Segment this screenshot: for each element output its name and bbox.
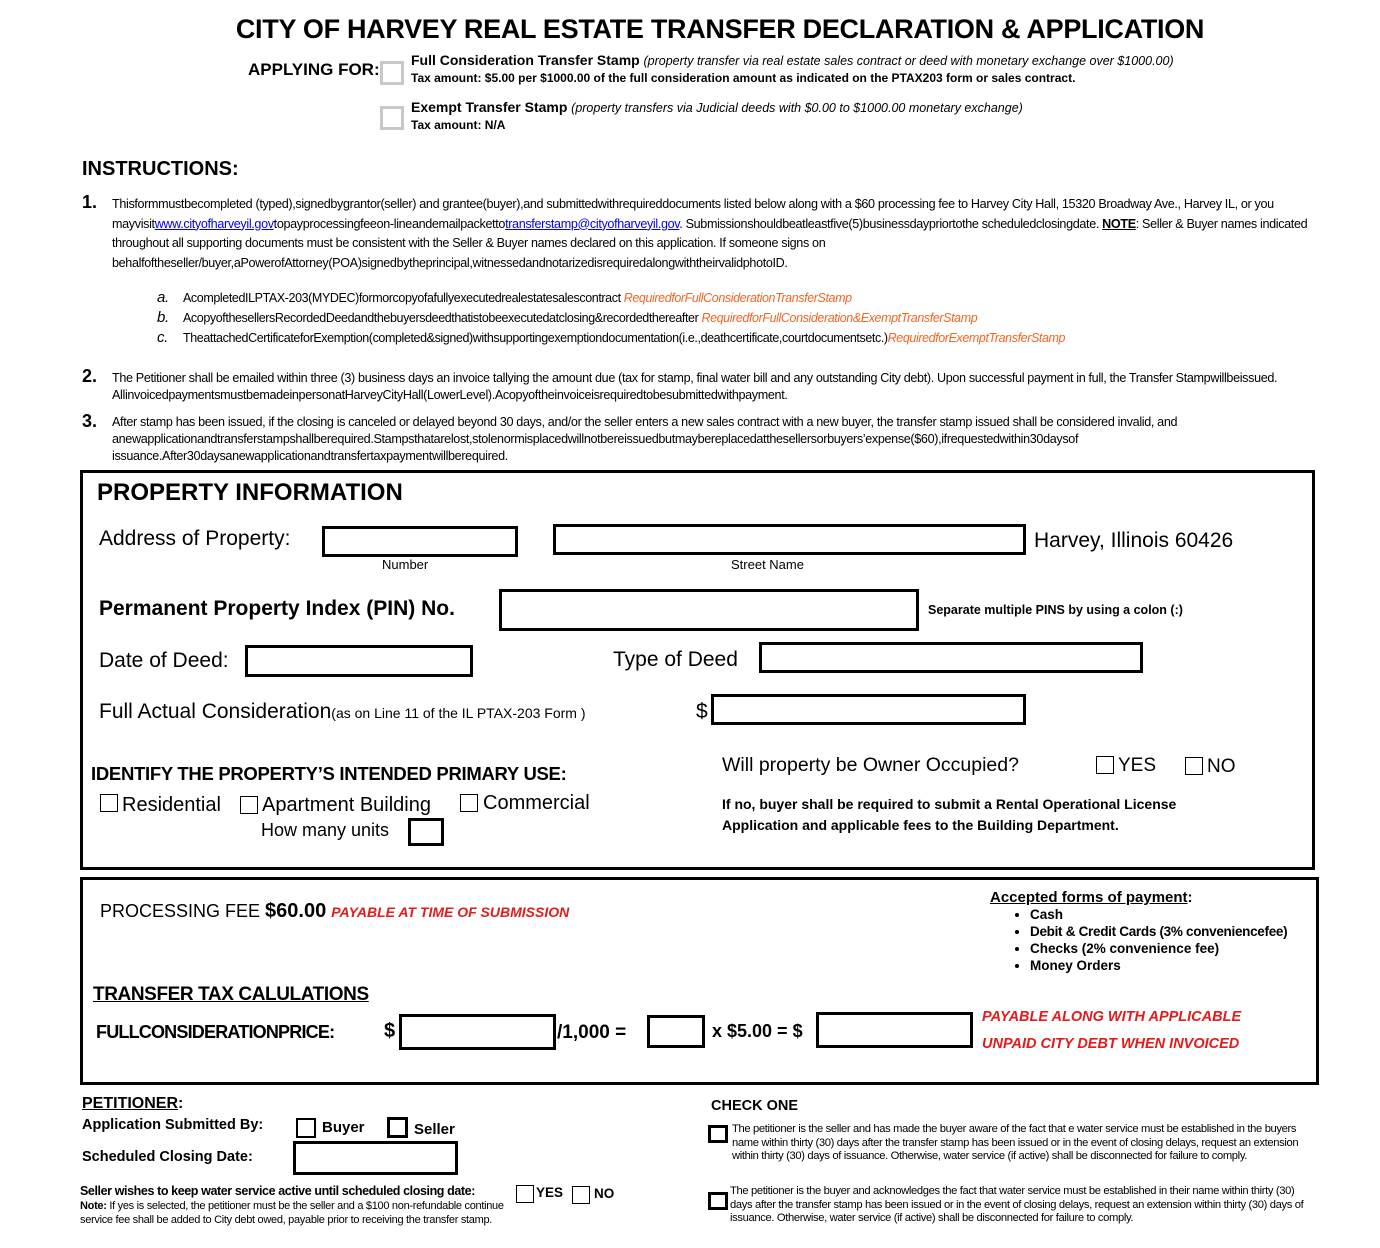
- units-input[interactable]: [408, 818, 444, 846]
- payment-heading: Accepted forms of payment: [990, 889, 1188, 906]
- instructions-heading: INSTRUCTIONS:: [82, 158, 239, 180]
- item-letter: a.: [157, 289, 169, 306]
- address-number-input[interactable]: [322, 526, 518, 557]
- invoice-note: [982, 1004, 1241, 1058]
- type-of-deed-label: Type of Deed: [613, 648, 738, 671]
- payment-method: • Money Orders: [1030, 957, 1287, 974]
- closing-date-input[interactable]: [293, 1141, 458, 1175]
- list-item: [157, 328, 1307, 348]
- requirement-note: RequiredforExemptTransferStamp: [887, 331, 1066, 345]
- processing-fee-label: PROCESSING FEE: [100, 901, 266, 921]
- payment-method: • Cash: [1030, 906, 1287, 923]
- item-letter: b.: [157, 309, 169, 326]
- closing-date-label: Scheduled Closing Date:: [82, 1149, 253, 1165]
- requirement-note: RequiredforFullConsiderationTransferStamp: [623, 291, 852, 305]
- instruction-text: Thisformmustbecompleted (typed),signedbygrantor(seller) and grantee(buyer),and submittedwithrequireddocuments listed below along with a $60 processing fee to Harvey City Hall, 15320 Broadway Ave., Harvey IL, or you mayvisit: [112, 197, 1274, 231]
- list-item: [157, 288, 1307, 308]
- item-text: AcopyofthesellersRecordedDeedandthebuyersdeedthatistobeexecutedatclosing&recordedthereafter: [183, 311, 702, 325]
- note-label: Note:: [80, 1200, 107, 1212]
- seller-checkbox[interactable]: [387, 1117, 408, 1138]
- note-label: NOTE: [1102, 216, 1136, 231]
- instruction-text: : Seller & Buyer names indicated throughout all supporting documents must be consistent with the Seller & Buyer names declared on this application. If someone signs on behalfoftheseller/buyer,aPowerofAttorney(POA)signedbytheprincipal,witnessedandnotarizedisrequiredalongwiththeirvalidphotoID.: [112, 216, 1308, 270]
- owner-no-label: NO: [1207, 756, 1236, 777]
- consideration-text: Full Actual Consideration: [99, 700, 332, 723]
- buyer-acknowledgement-text: The petitioner is the buyer and acknowledges the fact that water service must be established in their name within thirty (30) days after the transfer stamp has been issued or in the event of closing delays, request an extension within thirty (30) days of issuance. Otherwise, water service (if active) shall be disconnected for failure to comply.: [730, 1185, 1304, 1224]
- date-of-deed-label: Date of Deed:: [99, 649, 229, 672]
- payment-colon: :: [1187, 889, 1193, 906]
- water-no-label: NO: [594, 1186, 615, 1201]
- instruction-text: . Submissionshouldbeatleastfive(5)businessdaypriortothe scheduledclosingdate.: [679, 216, 1103, 231]
- processing-fee: [100, 900, 569, 923]
- city-state-zip: Harvey, Illinois 60426: [1034, 529, 1234, 552]
- processing-fee-amount: $60.00: [265, 900, 327, 922]
- residential-label: Residential: [122, 794, 221, 816]
- owner-yes-label: YES: [1118, 755, 1157, 776]
- dollar-sign: $: [384, 1020, 396, 1042]
- item-number: 1.: [82, 192, 98, 212]
- consideration-label: [99, 700, 586, 724]
- item-text: AcompletedILPTAX-203(MYDEC)formorcopyofafullyexecutedrealestatesalescontract: [183, 291, 624, 305]
- payment-method: • Checks (2% convenience fee): [1030, 940, 1287, 957]
- list-item: [157, 308, 1307, 328]
- instruction-1: [112, 195, 1312, 273]
- street-caption: Street Name: [731, 557, 804, 572]
- website-link[interactable]: www.cityofharveyil.gov: [154, 216, 274, 231]
- exempt-option: [411, 99, 1211, 134]
- buyer-label: Buyer: [322, 1119, 365, 1136]
- email-link[interactable]: transferstamp@cityofharveyil.gov: [505, 216, 680, 231]
- pin-note: Separate multiple PINS by using a colon (:): [928, 603, 1183, 617]
- note-line: PAYABLE ALONG WITH APPLICABLE: [982, 1009, 1242, 1025]
- owner-yes-checkbox[interactable]: [1096, 756, 1114, 774]
- submitted-by-label: Application Submitted By:: [82, 1117, 264, 1133]
- number-caption: Number: [382, 557, 429, 572]
- units-label: How many units: [261, 820, 390, 840]
- seller-acknowledgement-checkbox[interactable]: [708, 1125, 728, 1143]
- option-tax: Tax amount: N/A: [411, 118, 506, 132]
- full-consideration-checkbox[interactable]: [380, 61, 404, 85]
- full-consideration-option: [411, 52, 1211, 87]
- transfer-tax-heading: TRANSFER TAX CALULATIONS: [93, 984, 369, 1005]
- exempt-checkbox[interactable]: [380, 106, 404, 130]
- payment-method: • Debit & Credit Cards (3% conveniencefee): [1030, 923, 1287, 940]
- owner-no-checkbox[interactable]: [1185, 757, 1203, 775]
- petitioner-title: PETITIONER: [82, 1095, 179, 1112]
- note-line: If no, buyer shall be required to submit a Rental Operational License: [722, 796, 1177, 812]
- item-text: TheattachedCertificateforExemption(completed&signed)withsupportingexemptiondocumentation(i.e.,deathcertificate,courtdocumentsetc.): [183, 331, 888, 345]
- seller-acknowledgement-text: The petitioner is the seller and has made the buyer aware of the fact that e water service must be established in the buyers name within thirty (30) days after the transfer stamp has been issued or in the event of closing delays, request an extension within thirty (30) days of issuance. Otherwise, water service (if active) shall be disconnected for failure to comply.: [732, 1123, 1299, 1162]
- consideration-note: (as on Line 11 of the IL PTAX-203 Form ): [331, 705, 586, 721]
- water-no-checkbox[interactable]: [572, 1186, 590, 1204]
- processing-fee-note: PAYABLE AT TIME OF SUBMISSION: [331, 904, 570, 920]
- applying-for-label: APPLYING FOR:: [248, 60, 380, 79]
- commercial-checkbox[interactable]: [460, 794, 478, 812]
- thousands-input[interactable]: [647, 1015, 705, 1048]
- option-desc: (property transfers via Judicial deeds with $0.00 to $1000.00 monetary exchange): [571, 101, 1023, 115]
- apartment-checkbox[interactable]: [240, 796, 258, 814]
- petitioner-colon: :: [178, 1095, 184, 1112]
- rental-license-note: [722, 794, 1176, 836]
- buyer-checkbox[interactable]: [296, 1118, 316, 1138]
- residential-checkbox[interactable]: [100, 794, 118, 812]
- note-line: UNPAID CITY DEBT WHEN INVOICED: [982, 1036, 1240, 1052]
- water-yes-label: YES: [536, 1185, 564, 1200]
- commercial-label: Commercial: [483, 792, 590, 814]
- divide-label: /1,000 =: [557, 1022, 627, 1043]
- instruction-2: The Petitioner shall be emailed within three (3) business days an invoice tallying the amount due (tax for stamp, final water bill and any outstanding City debt). Upon successful payment in full, the Transfer Stampwillbeissued. AllinvoicedpaymentsmustbemadeinpersonatHarveyCityHall(LowerLevel).Acopyoftheinvoiceisrequiredtobesubmittedwithpayment.: [112, 371, 1278, 402]
- street-name-input[interactable]: [553, 524, 1026, 555]
- instruction-text: topayprocessingfeeon-lineandemailpacketto: [273, 216, 506, 231]
- payment-methods: [990, 889, 1287, 974]
- note-line: Application and applicable fees to the Building Department.: [722, 817, 1119, 833]
- buyer-acknowledgement-checkbox[interactable]: [708, 1192, 728, 1210]
- note-text: If yes is selected, the petitioner must be the seller and a $100 non-refundable continue service fee shall be added to City debt owed, payable prior to receiving the transfer stamp.: [80, 1200, 504, 1226]
- water-note: [80, 1199, 520, 1227]
- dollar-sign: $: [696, 700, 708, 723]
- price-input[interactable]: [399, 1014, 556, 1050]
- water-service-label: Seller wishes to keep water service active until scheduled closing date:: [80, 1184, 475, 1198]
- owner-occupied-question: Will property be Owner Occupied?: [722, 754, 1019, 776]
- address-label: Address of Property:: [99, 527, 291, 550]
- item-number: 2.: [82, 366, 98, 386]
- multiply-label: x $5.00 = $: [712, 1021, 803, 1041]
- tax-amount-input[interactable]: [816, 1012, 973, 1048]
- petitioner-heading: [82, 1095, 183, 1113]
- seller-label: Seller: [414, 1121, 455, 1138]
- date-of-deed-input[interactable]: [245, 645, 473, 677]
- full-consideration-price-label: FULLCONSIDERATIONPRICE:: [96, 1022, 335, 1042]
- requirement-note: RequiredforFullConsideration&ExemptTransferStamp: [701, 311, 978, 325]
- option-tax: Tax amount: $5.00 per $1000.00 of the full consideration amount as indicated on the PTAX203 form or sales contract.: [411, 71, 1076, 85]
- type-of-deed-input[interactable]: [759, 642, 1143, 673]
- item-letter: c.: [157, 329, 168, 346]
- apartment-label: Apartment Building: [262, 794, 431, 816]
- primary-use-heading: IDENTIFY THE PROPERTY’S INTENDED PRIMARY USE:: [91, 763, 567, 784]
- item-number: 3.: [82, 411, 98, 431]
- property-heading: PROPERTY INFORMATION: [97, 479, 403, 506]
- check-one-heading: CHECK ONE: [711, 1098, 799, 1114]
- consideration-input[interactable]: [711, 694, 1026, 725]
- page-title: CITY OF HARVEY REAL ESTATE TRANSFER DECLARATION & APPLICATION: [235, 14, 1205, 44]
- pin-input[interactable]: [499, 589, 919, 631]
- option-name: Exempt Transfer Stamp: [411, 99, 568, 115]
- pin-label: Permanent Property Index (PIN) No.: [99, 597, 455, 620]
- option-desc: (property transfer via real estate sales contract or deed with monetary exchange over $1000.00): [643, 54, 1174, 68]
- instruction-3: After stamp has been issued, if the closing is canceled or delayed beyond 30 days, and/or the seller enters a new sales contract with a new buyer, the transfer stamp issued shall be considered invalid, and anewapplicationandtransferstampshallberequired.Stampsthatarelost,stolenormisplacedwillnotbereissuedbutmaybereplacedatthesellersorbuyers’expense($60),ifrequestedwithin30daysof issuance.After30daysanewapplicationandtransfertaxpaymentwillberequired.: [112, 415, 1178, 463]
- required-docs-list: [157, 288, 1307, 348]
- option-name: Full Consideration Transfer Stamp: [411, 52, 640, 68]
